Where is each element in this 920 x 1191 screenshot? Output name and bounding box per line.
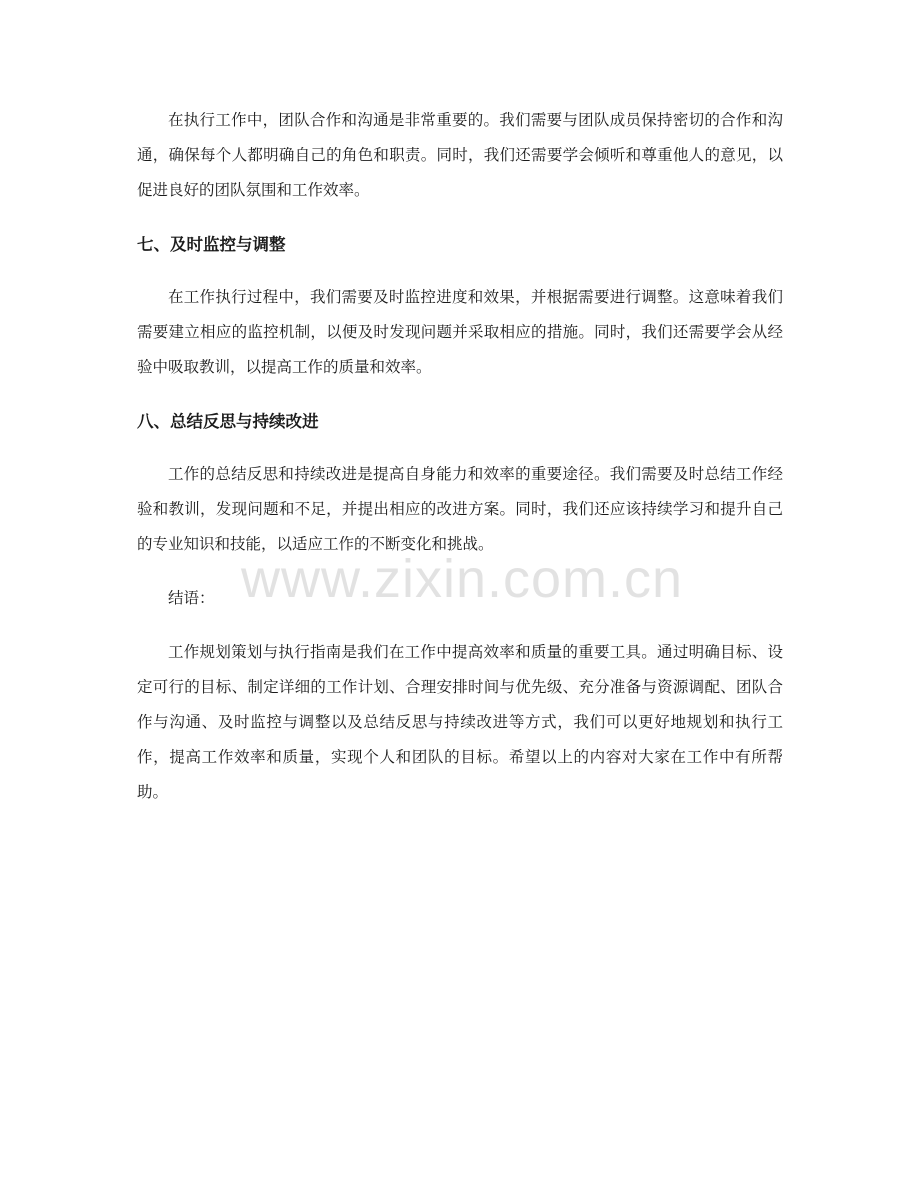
section-heading-reflection: 八、总结反思与持续改进 bbox=[137, 412, 319, 431]
section-heading-monitoring: 七、及时监控与调整 bbox=[137, 235, 286, 254]
closing-label: 结语： bbox=[168, 589, 215, 607]
document-body bbox=[137, 103, 783, 810]
paragraph-monitoring: 在工作执行过程中，我们需要及时监控进度和效果，并根据需要进行调整。这意味着我们需要建立相应的监控机制，以便及时发现问题并采取相应的措施。同时，我们还需要学会从经验中吸取教训，以提高工作的质量和效率。 bbox=[137, 288, 783, 376]
paragraph-teamwork: 在执行工作中，团队合作和沟通是非常重要的。我们需要与团队成员保持密切的合作和沟通，确保每个人都明确自己的角色和职责。同时，我们还需要学会倾听和尊重他人的意见，以促进良好的团队氛围和工作效率。 bbox=[137, 111, 783, 199]
paragraph-reflection: 工作的总结反思和持续改进是提高自身能力和效率的重要途径。我们需要及时总结工作经验和教训，发现问题和不足，并提出相应的改进方案。同时，我们还应该持续学习和提升自己的专业知识和技能，以适应工作的不断变化和挑战。 bbox=[137, 465, 783, 553]
paragraph-conclusion: 工作规划策划与执行指南是我们在工作中提高效率和质量的重要工具。通过明确目标、设定可行的目标、制定详细的工作计划、合理安排时间与优先级、充分准备与资源调配、团队合作与沟通、及时监控与调整以及总结反思与持续改进等方式，我们可以更好地规划和执行工作，提高工作效率和质量，实现个人和团队的目标。希望以上的内容对大家在工作中有所帮助。 bbox=[137, 643, 783, 801]
watermark: www.zixin.com.cn bbox=[240, 549, 684, 609]
